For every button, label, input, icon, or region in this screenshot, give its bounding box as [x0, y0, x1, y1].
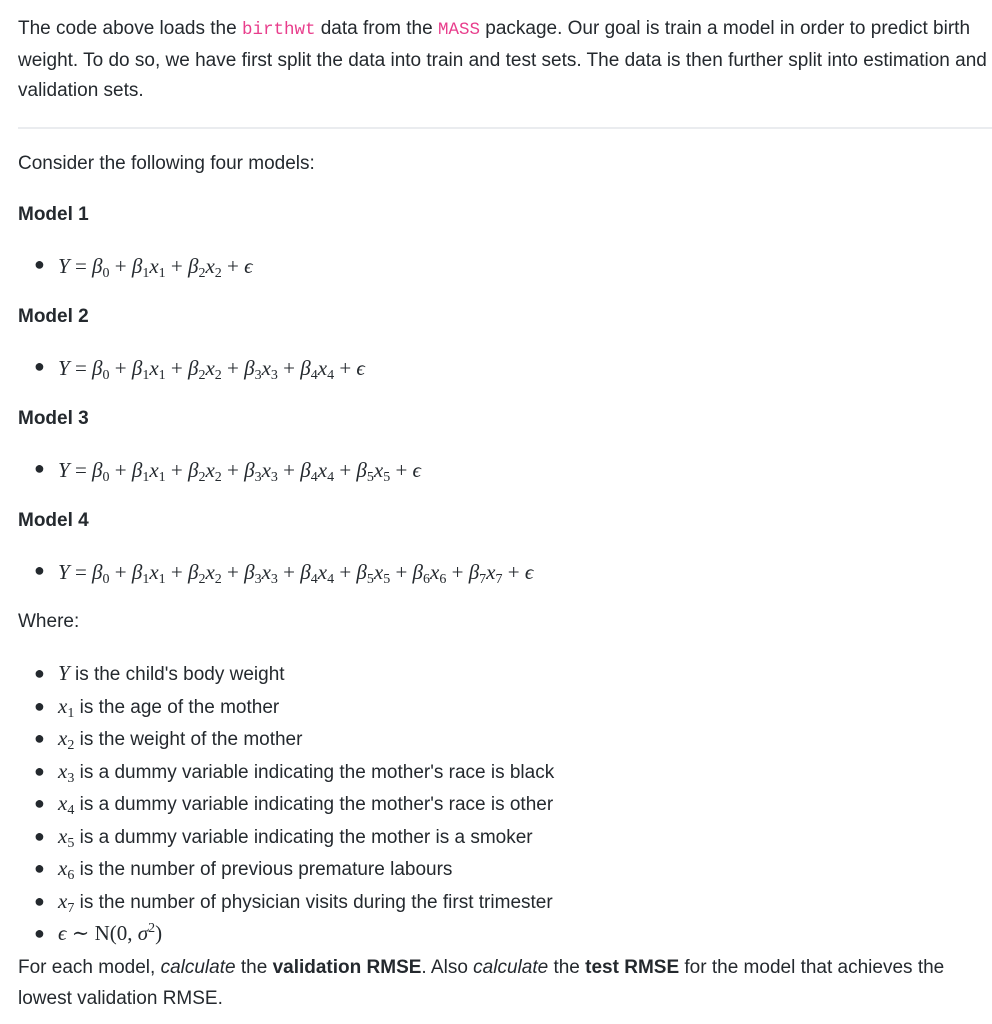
task-text-2: the [235, 957, 273, 978]
intro-text-3: package. Our goal is train a model in order to predict birth weight. To do so, we have first split the data into train and test sets. The data is then further split into estimation and validation sets. [18, 18, 987, 101]
def-symbol: Y [58, 661, 70, 685]
def-text: is a dummy variable indicating the mother's race is black [74, 761, 555, 783]
def-text: is the number of previous premature labours [74, 859, 453, 880]
def-symbol: x [58, 823, 68, 848]
def-subscript: 5 [67, 835, 75, 851]
def-symbol: x [58, 693, 68, 718]
horizontal-divider [18, 127, 992, 129]
task-text-4: the [548, 957, 586, 978]
model-3-equation: ● $Y = \beta_0 + \beta_1x_1 + \beta_2x_2 + \beta_3x_3 + \beta_4x_4 + \beta_5x_5 + \epsilon$ [34, 458, 422, 485]
bullet-icon: ● [34, 695, 45, 716]
model-4-heading: Model 4 [18, 510, 89, 531]
definition-y [34, 658, 554, 691]
bullet-icon: ● [34, 254, 45, 274]
bullet-icon: ● [34, 858, 45, 878]
def-subscript: 3 [67, 770, 75, 786]
model-2-equation: ● $Y = \beta_0 + \beta_1x_1 + \beta_2x_2 + \beta_3x_3 + \beta_4x_4 + \epsilon$ [34, 356, 365, 383]
def-symbol: x [58, 758, 68, 783]
bullet-icon: ● [34, 728, 45, 748]
def-text: is a dummy variable indicating the mother is a smoker [74, 826, 533, 848]
code-mass: MASS [437, 20, 480, 40]
bullet-icon: ● [34, 793, 45, 813]
def-subscript: 1 [67, 705, 75, 721]
def-subscript: 6 [67, 868, 75, 883]
task-text-5: for the model that achieves the lowest validation RMSE. [18, 957, 945, 1009]
model-2-heading: Model 2 [18, 306, 89, 327]
task-emphasis-1: calculate [160, 957, 236, 978]
intro-text-2: data from the [315, 18, 438, 39]
task-text-3: . Also [421, 957, 474, 978]
intro-text-1: The code above loads the [18, 18, 242, 39]
definition-x1 [34, 691, 554, 724]
def-subscript: 2 [67, 738, 75, 753]
bullet-icon: ● [34, 890, 45, 911]
where-label: Where: [18, 611, 80, 632]
model-1-equation: ● $Y = \beta_0 + \beta_1x_1 + \beta_2x_2 + \epsilon$ [34, 254, 253, 281]
def-subscript: 4 [67, 803, 75, 818]
model-3-heading: Model 3 [18, 408, 89, 429]
bullet-icon: ● [34, 356, 45, 376]
task-emphasis-2: calculate [473, 957, 549, 978]
def-text: is the child's body weight [69, 664, 285, 685]
bullet-icon: ● [34, 663, 45, 683]
def-symbol: x [58, 726, 68, 750]
def-text: is the number of physician visits during the first trimester [74, 891, 553, 913]
def-subscript: 7 [67, 900, 75, 916]
def-symbol: x [58, 888, 68, 913]
consider-line: Consider the following four models: [18, 153, 315, 174]
definition-x7 [34, 886, 554, 919]
model-1-heading: Model 1 [18, 204, 89, 225]
task-strong-1: validation RMSE [272, 957, 422, 978]
definition-x5 [34, 821, 554, 854]
def-text: is the age of the mother [74, 696, 280, 718]
definition-x2 [34, 723, 554, 756]
def-symbol: x [58, 856, 68, 880]
task-text-1: For each model, [18, 957, 161, 978]
bullet-icon: ● [34, 458, 45, 478]
task-paragraph [18, 953, 978, 1014]
definition-epsilon: ● ϵ ∼ N(0, $\sigma^2$) [58, 918, 554, 951]
definition-x4 [34, 788, 554, 821]
definition-x3 [34, 756, 555, 789]
def-symbol: x [58, 791, 68, 815]
bullet-icon: ● [34, 760, 45, 781]
intro-paragraph [18, 14, 988, 107]
definition-x6 [34, 853, 554, 886]
code-birthwt: birthwt [241, 20, 316, 40]
task-strong-2: test RMSE [585, 957, 680, 978]
def-text: is the weight of the mother [74, 729, 303, 750]
variable-definitions [34, 658, 555, 951]
bullet-icon: ● [34, 560, 45, 580]
model-4-equation: ● $Y = \beta_0 + \beta_1x_1 + \beta_2x_2 + \beta_3x_3 + \beta_4x_4 + \beta_5x_5 + \beta_6x_6 + \beta_7x_7 + \epsilon$ [34, 560, 534, 587]
bullet-icon: ● [34, 923, 45, 943]
bullet-icon: ● [34, 825, 45, 846]
def-text: is a dummy variable indicating the mother's race is other [74, 794, 554, 815]
